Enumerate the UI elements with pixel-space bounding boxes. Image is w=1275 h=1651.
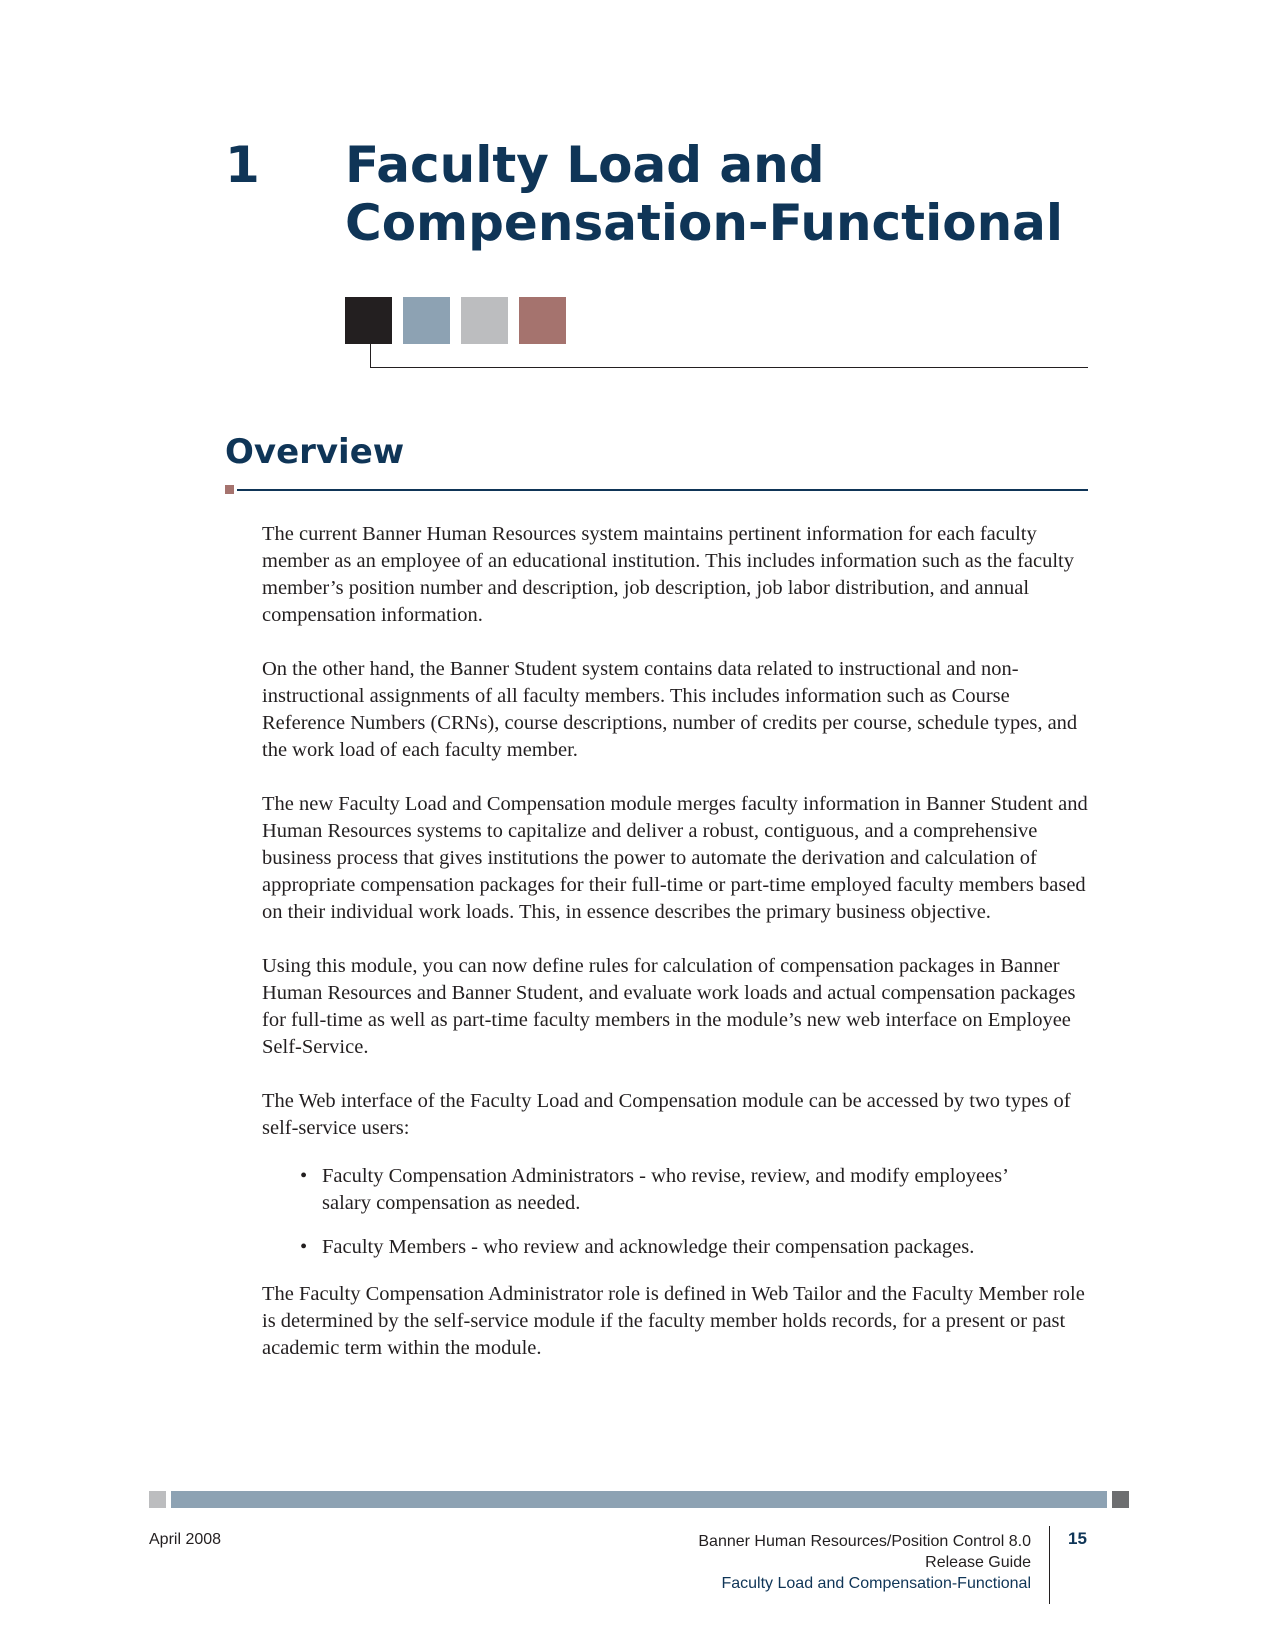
title-rule-horizontal: [370, 367, 1088, 368]
bullet-icon: •: [300, 1165, 308, 1187]
user-types-list: [262, 1163, 1092, 1261]
chapter-title: [345, 136, 1145, 252]
paragraph: The Faculty Compensation Administrator role is defined in Web Tailor and the Faculty Member role is determined by the self-service module if the faculty member holds records, for a present or past academic term within the module.: [262, 1283, 1085, 1359]
section-title: Overview: [225, 432, 405, 472]
paragraph: Using this module, you can now define rules for calculation of compensation packages in Banner Human Resources and Banner Student, and evaluate work loads and actual compensation packages for full-time as well as part-time faculty members in the module’s new web interface on Employee Self-Service.: [262, 955, 1076, 1058]
title-rule-vertical: [370, 344, 371, 368]
footer-product: Banner Human Resources/Position Control 8.0: [698, 1533, 1031, 1550]
list-item-text: Faculty Members - who review and acknowledge their compensation packages.: [322, 1236, 975, 1258]
chapter-number: 1: [225, 136, 260, 194]
list-item: [300, 1234, 1042, 1261]
footer-date: April 2008: [149, 1531, 222, 1548]
page-number: 15: [1068, 1529, 1087, 1548]
section-marker: [225, 485, 234, 494]
footer-bar-left: [149, 1491, 166, 1508]
color-swatch-gray: [461, 297, 508, 344]
footer-doc-info: [698, 1531, 1031, 1594]
list-item-text: Faculty Compensation Administrators - who revise, review, and modify employees’ salary compensation as needed.: [322, 1165, 1008, 1214]
list-item: [300, 1163, 1042, 1217]
paragraph: The Web interface of the Faculty Load and Compensation module can be accessed by two types of self-service users:: [262, 1090, 1071, 1139]
color-swatch-rose: [519, 297, 566, 344]
chapter-title-line1: Faculty Load and: [345, 136, 825, 194]
color-swatch-black: [345, 297, 392, 344]
footer-bar-right: [1112, 1491, 1129, 1508]
paragraph: The current Banner Human Resources system maintains pertinent information for each faculty member as an employee of an educational institution. This includes information such as the faculty member’s position number and description, job description, job labor distribution, and annual compensation information.: [262, 523, 1075, 626]
footer-divider: [1049, 1526, 1050, 1604]
section-rule: [237, 489, 1088, 491]
color-swatch-slate: [403, 297, 450, 344]
footer-bar-main: [171, 1491, 1107, 1508]
chapter-title-line2: Compensation-Functional: [345, 194, 1064, 252]
footer-guide: Release Guide: [925, 1554, 1031, 1571]
paragraph: On the other hand, the Banner Student system contains data related to instructional and non-instructional assignments of all faculty members. This includes information such as Course Reference Numbers (CRNs), course descriptions, number of credits per course, schedule types, and the work load of each faculty member.: [262, 658, 1078, 761]
paragraph: The new Faculty Load and Compensation module merges faculty information in Banner Student and Human Resources systems to capitalize and deliver a robust, contiguous, and a comprehensive business process that gives institutions the power to automate the derivation and calculation of appropriate compensation packages for their full-time or part-time employed faculty members based on their individual work loads. This, in essence describes the primary business objective.: [262, 793, 1088, 923]
footer-chapter: Faculty Load and Compensation-Functional: [721, 1575, 1031, 1592]
section-body: [262, 521, 1092, 1389]
bullet-icon: •: [300, 1236, 308, 1258]
